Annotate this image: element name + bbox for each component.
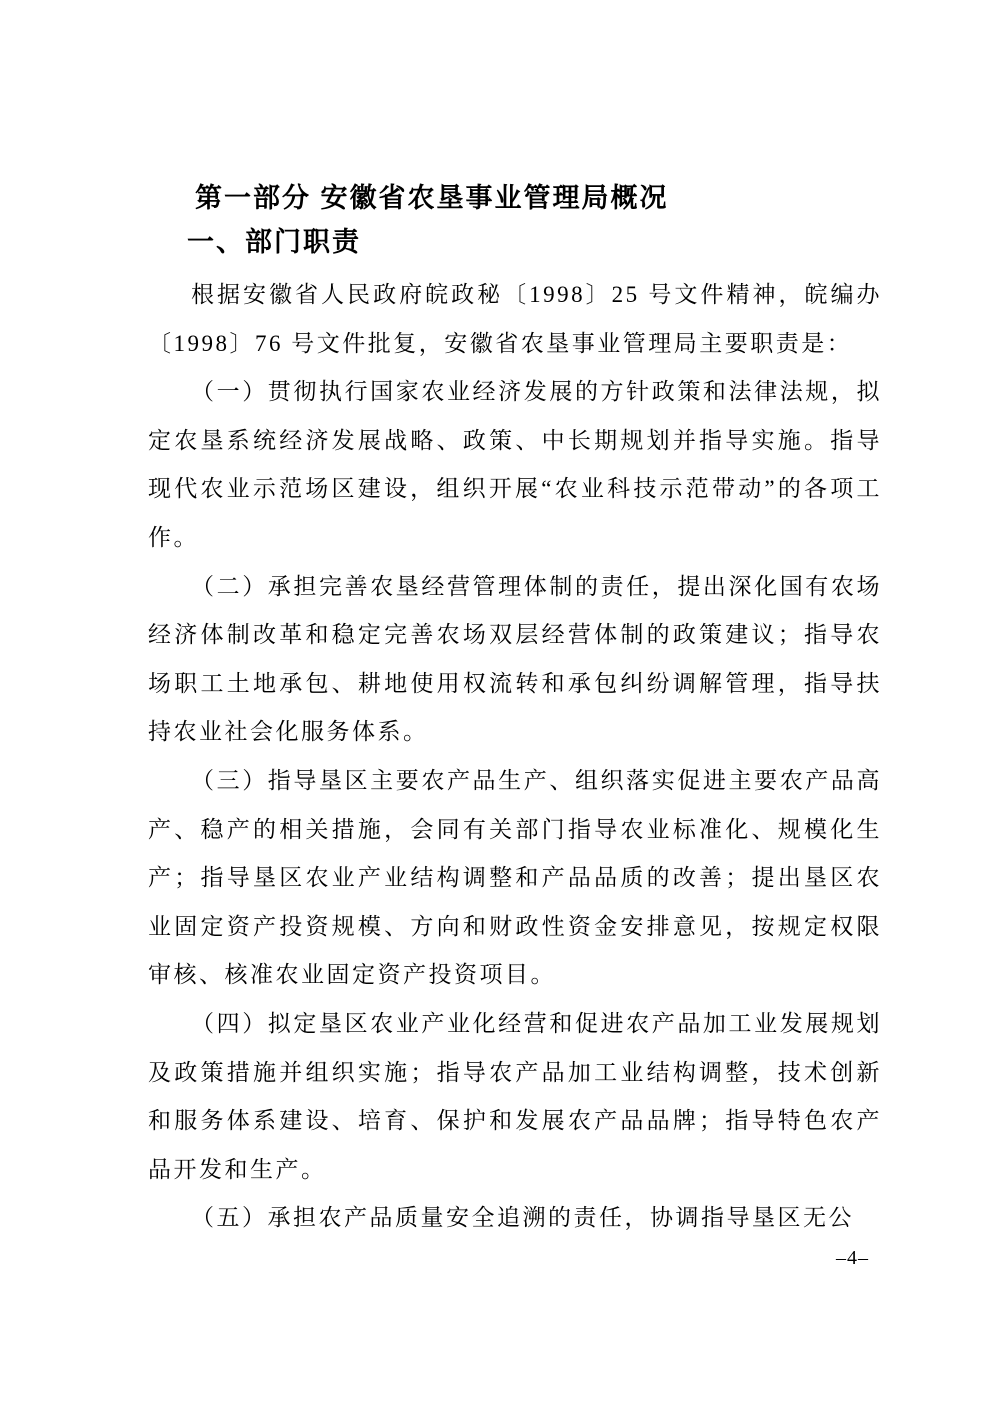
- body-paragraph-intro: 根据安徽省人民政府皖政秘〔1998〕25 号文件精神，皖编办〔1998〕76 号文件批复，安徽省农垦事业管理局主要职责是：: [148, 282, 882, 356]
- body-paragraph-item-4: （四）拟定垦区农业产业化经营和促进农产品加工业发展规划及政策措施并组织实施；指导农产品加工业结构调整，技术创新和服务体系建设、培育、保护和发展农产品品牌；指导特色农产品开发和生产。: [148, 1010, 882, 1182]
- body-paragraph-item-1: （一）贯彻执行国家农业经济发展的方针政策和法律法规，拟定农垦系统经济发展战略、政策、中长期规划并指导实施。指导现代农业示范场区建设，组织开展“农业科技示范带动”的各项工作。: [148, 379, 882, 550]
- body-text-block: [148, 271, 882, 1243]
- page-number: –4–: [836, 1247, 869, 1269]
- section-heading: 一、部门职责: [187, 227, 361, 257]
- body-paragraph-item-5-truncated: （五）承担农产品质量安全追溯的责任，协调指导垦区无公: [191, 1205, 854, 1231]
- document-content: [148, 183, 882, 1243]
- document-title: 第一部分 安徽省农垦事业管理局概况: [195, 183, 669, 213]
- body-paragraph-item-3: （三）指导垦区主要农产品生产、组织落实促进主要农产品高产、稳产的相关措施，会同有关部门指导农业标准化、规模化生产；指导垦区农业产业结构调整和产品品质的改善；提出垦区农业固定资产投资规模、方向和财政性资金安排意见，按规定权限审核、核准农业固定资产投资项目。: [148, 767, 882, 988]
- body-paragraph-item-2: （二）承担完善农垦经营管理体制的责任，提出深化国有农场经济体制改革和稳定完善农场双层经营体制的政策建议；指导农场职工土地承包、耕地使用权流转和承包纠纷调解管理，指导扶持农业社会化服务体系。: [148, 573, 882, 745]
